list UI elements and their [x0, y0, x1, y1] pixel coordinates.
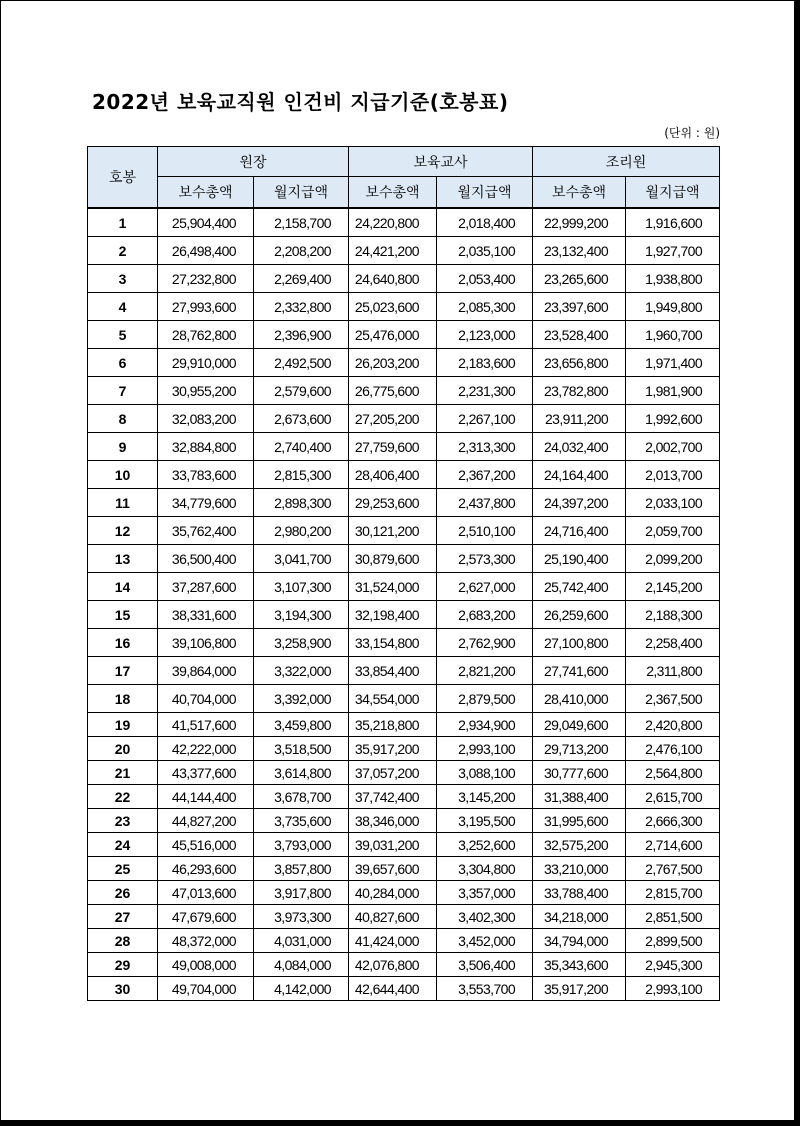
monthly-pay-cell: 2,993,100 [626, 977, 720, 1001]
annual-total-cell: 39,864,000 [158, 657, 254, 685]
monthly-pay-cell: 4,142,000 [254, 977, 349, 1001]
monthly-pay-cell: 2,666,300 [626, 809, 720, 833]
step-cell: 24 [88, 833, 158, 857]
step-cell: 23 [88, 809, 158, 833]
monthly-pay-cell: 3,678,700 [254, 785, 349, 809]
monthly-pay-cell: 2,158,700 [254, 208, 349, 237]
monthly-pay-cell: 2,059,700 [626, 517, 720, 545]
monthly-pay-cell: 2,053,400 [437, 265, 533, 293]
annual-total-cell: 42,076,800 [349, 953, 437, 977]
monthly-pay-cell: 3,252,600 [437, 833, 533, 857]
monthly-pay-cell: 3,304,800 [437, 857, 533, 881]
monthly-pay-cell: 2,573,300 [437, 545, 533, 573]
table-row [88, 657, 720, 685]
monthly-pay-cell: 2,002,700 [626, 433, 720, 461]
monthly-pay-cell: 1,960,700 [626, 321, 720, 349]
annual-total-cell: 39,657,600 [349, 857, 437, 881]
table-row [88, 601, 720, 629]
annual-total-cell: 40,704,000 [158, 685, 254, 713]
monthly-pay-cell: 4,084,000 [254, 953, 349, 977]
monthly-pay-cell: 2,767,500 [626, 857, 720, 881]
annual-total-cell: 25,742,400 [533, 573, 626, 601]
annual-total-cell: 46,293,600 [158, 857, 254, 881]
annual-total-cell: 37,742,400 [349, 785, 437, 809]
monthly-pay-cell: 2,311,800 [626, 657, 720, 685]
monthly-pay-cell: 2,762,900 [437, 629, 533, 657]
annual-total-cell: 27,993,600 [158, 293, 254, 321]
step-cell: 2 [88, 237, 158, 265]
monthly-pay-cell: 2,851,500 [626, 905, 720, 929]
monthly-pay-cell: 3,392,000 [254, 685, 349, 713]
table-row [88, 489, 720, 517]
annual-total-cell: 27,100,800 [533, 629, 626, 657]
annual-total-cell: 33,210,000 [533, 857, 626, 881]
annual-total-cell: 26,498,400 [158, 237, 254, 265]
annual-total-cell: 34,218,000 [533, 905, 626, 929]
annual-total-cell: 31,524,000 [349, 573, 437, 601]
annual-total-cell: 35,762,400 [158, 517, 254, 545]
monthly-pay-cell: 3,195,500 [437, 809, 533, 833]
annual-total-cell: 34,554,000 [349, 685, 437, 713]
annual-total-cell: 23,782,800 [533, 377, 626, 405]
monthly-pay-cell: 2,683,200 [437, 601, 533, 629]
annual-total-cell: 27,741,600 [533, 657, 626, 685]
monthly-pay-cell: 2,980,200 [254, 517, 349, 545]
table-row [88, 237, 720, 265]
annual-total-cell: 39,106,800 [158, 629, 254, 657]
table-row [88, 857, 720, 881]
table-row [88, 929, 720, 953]
table-row [88, 953, 720, 977]
annual-total-cell: 26,259,600 [533, 601, 626, 629]
monthly-pay-cell: 2,267,100 [437, 405, 533, 433]
table-row [88, 433, 720, 461]
annual-total-cell: 45,516,000 [158, 833, 254, 857]
table-row [88, 785, 720, 809]
annual-total-cell: 41,424,000 [349, 929, 437, 953]
table-row [88, 545, 720, 573]
header-step: 호봉 [88, 147, 158, 209]
step-cell: 26 [88, 881, 158, 905]
monthly-pay-cell: 2,188,300 [626, 601, 720, 629]
monthly-pay-cell: 3,506,400 [437, 953, 533, 977]
annual-total-cell: 27,232,800 [158, 265, 254, 293]
annual-total-cell: 25,190,400 [533, 545, 626, 573]
table-row [88, 905, 720, 929]
monthly-pay-cell: 3,917,800 [254, 881, 349, 905]
annual-total-cell: 48,372,000 [158, 929, 254, 953]
table-row [88, 461, 720, 489]
annual-total-cell: 24,716,400 [533, 517, 626, 545]
annual-total-cell: 35,917,200 [349, 737, 437, 761]
annual-total-cell: 32,575,200 [533, 833, 626, 857]
step-cell: 5 [88, 321, 158, 349]
step-cell: 11 [88, 489, 158, 517]
monthly-pay-cell: 2,258,400 [626, 629, 720, 657]
annual-total-cell: 43,377,600 [158, 761, 254, 785]
annual-total-cell: 23,397,600 [533, 293, 626, 321]
annual-total-cell: 28,410,000 [533, 685, 626, 713]
annual-total-cell: 44,827,200 [158, 809, 254, 833]
page-title: 2022년 보육교직원 인건비 지급기준(호봉표) [92, 90, 509, 114]
monthly-pay-cell: 2,085,300 [437, 293, 533, 321]
table-row [88, 833, 720, 857]
annual-total-cell: 49,704,000 [158, 977, 254, 1001]
monthly-pay-cell: 3,088,100 [437, 761, 533, 785]
monthly-pay-cell: 2,367,500 [626, 685, 720, 713]
monthly-pay-cell: 1,949,800 [626, 293, 720, 321]
header-annual-total: 보수총액 [533, 177, 626, 209]
monthly-pay-cell: 2,208,200 [254, 237, 349, 265]
monthly-pay-cell: 2,313,300 [437, 433, 533, 461]
monthly-pay-cell: 2,099,200 [626, 545, 720, 573]
header-group-director: 원장 [158, 147, 349, 177]
monthly-pay-cell: 1,938,800 [626, 265, 720, 293]
step-cell: 25 [88, 857, 158, 881]
annual-total-cell: 22,999,200 [533, 208, 626, 237]
header-annual-total: 보수총액 [349, 177, 437, 209]
annual-total-cell: 23,265,600 [533, 265, 626, 293]
monthly-pay-cell: 3,258,900 [254, 629, 349, 657]
monthly-pay-cell: 1,971,400 [626, 349, 720, 377]
monthly-pay-cell: 3,973,300 [254, 905, 349, 929]
step-cell: 17 [88, 657, 158, 685]
annual-total-cell: 41,517,600 [158, 713, 254, 737]
monthly-pay-cell: 3,735,600 [254, 809, 349, 833]
annual-total-cell: 47,679,600 [158, 905, 254, 929]
monthly-pay-cell: 1,992,600 [626, 405, 720, 433]
monthly-pay-cell: 2,714,600 [626, 833, 720, 857]
step-cell: 15 [88, 601, 158, 629]
annual-total-cell: 24,640,800 [349, 265, 437, 293]
annual-total-cell: 32,198,400 [349, 601, 437, 629]
monthly-pay-cell: 2,420,800 [626, 713, 720, 737]
annual-total-cell: 30,955,200 [158, 377, 254, 405]
header-group-teacher: 보육교사 [349, 147, 533, 177]
header-group-cook: 조리원 [533, 147, 720, 177]
step-cell: 27 [88, 905, 158, 929]
monthly-pay-cell: 3,107,300 [254, 573, 349, 601]
table-row [88, 881, 720, 905]
step-cell: 19 [88, 713, 158, 737]
header-monthly-pay: 월지급액 [626, 177, 720, 209]
monthly-pay-cell: 3,194,300 [254, 601, 349, 629]
annual-total-cell: 29,713,200 [533, 737, 626, 761]
annual-total-cell: 38,346,000 [349, 809, 437, 833]
monthly-pay-cell: 3,322,000 [254, 657, 349, 685]
annual-total-cell: 35,343,600 [533, 953, 626, 977]
annual-total-cell: 30,777,600 [533, 761, 626, 785]
table-row [88, 265, 720, 293]
annual-total-cell: 29,253,600 [349, 489, 437, 517]
monthly-pay-cell: 2,564,800 [626, 761, 720, 785]
monthly-pay-cell: 3,357,000 [437, 881, 533, 905]
monthly-pay-cell: 2,492,500 [254, 349, 349, 377]
monthly-pay-cell: 3,614,800 [254, 761, 349, 785]
step-cell: 16 [88, 629, 158, 657]
step-cell: 3 [88, 265, 158, 293]
annual-total-cell: 32,083,200 [158, 405, 254, 433]
annual-total-cell: 38,331,600 [158, 601, 254, 629]
monthly-pay-cell: 2,145,200 [626, 573, 720, 601]
unit-note: (단위 : 원) [664, 126, 720, 140]
step-cell: 9 [88, 433, 158, 461]
annual-total-cell: 30,879,600 [349, 545, 437, 573]
monthly-pay-cell: 1,927,700 [626, 237, 720, 265]
monthly-pay-cell: 2,510,100 [437, 517, 533, 545]
step-cell: 1 [88, 208, 158, 237]
step-cell: 18 [88, 685, 158, 713]
annual-total-cell: 28,406,400 [349, 461, 437, 489]
table-row [88, 208, 720, 237]
monthly-pay-cell: 1,981,900 [626, 377, 720, 405]
step-cell: 13 [88, 545, 158, 573]
monthly-pay-cell: 2,231,300 [437, 377, 533, 405]
annual-total-cell: 24,164,400 [533, 461, 626, 489]
annual-total-cell: 37,287,600 [158, 573, 254, 601]
monthly-pay-cell: 3,857,800 [254, 857, 349, 881]
annual-total-cell: 25,023,600 [349, 293, 437, 321]
monthly-pay-cell: 3,402,300 [437, 905, 533, 929]
table-row [88, 809, 720, 833]
step-cell: 30 [88, 977, 158, 1001]
monthly-pay-cell: 2,033,100 [626, 489, 720, 517]
monthly-pay-cell: 1,916,600 [626, 208, 720, 237]
annual-total-cell: 30,121,200 [349, 517, 437, 545]
monthly-pay-cell: 2,035,100 [437, 237, 533, 265]
monthly-pay-cell: 2,615,700 [626, 785, 720, 809]
monthly-pay-cell: 3,145,200 [437, 785, 533, 809]
table-row [88, 293, 720, 321]
annual-total-cell: 47,013,600 [158, 881, 254, 905]
monthly-pay-cell: 2,673,600 [254, 405, 349, 433]
annual-total-cell: 44,144,400 [158, 785, 254, 809]
annual-total-cell: 31,995,600 [533, 809, 626, 833]
annual-total-cell: 29,910,000 [158, 349, 254, 377]
annual-total-cell: 27,205,200 [349, 405, 437, 433]
header-annual-total: 보수총액 [158, 177, 254, 209]
annual-total-cell: 33,783,600 [158, 461, 254, 489]
annual-total-cell: 23,132,400 [533, 237, 626, 265]
annual-total-cell: 49,008,000 [158, 953, 254, 977]
annual-total-cell: 24,421,200 [349, 237, 437, 265]
step-cell: 20 [88, 737, 158, 761]
annual-total-cell: 25,904,400 [158, 208, 254, 237]
monthly-pay-cell: 2,183,600 [437, 349, 533, 377]
monthly-pay-cell: 2,627,000 [437, 573, 533, 601]
table-row [88, 737, 720, 761]
monthly-pay-cell: 2,993,100 [437, 737, 533, 761]
monthly-pay-cell: 2,815,300 [254, 461, 349, 489]
table-row [88, 629, 720, 657]
monthly-pay-cell: 2,123,000 [437, 321, 533, 349]
monthly-pay-cell: 2,437,800 [437, 489, 533, 517]
monthly-pay-cell: 2,476,100 [626, 737, 720, 761]
monthly-pay-cell: 3,793,000 [254, 833, 349, 857]
monthly-pay-cell: 3,459,800 [254, 713, 349, 737]
annual-total-cell: 40,284,000 [349, 881, 437, 905]
step-cell: 14 [88, 573, 158, 601]
annual-total-cell: 42,222,000 [158, 737, 254, 761]
annual-total-cell: 35,917,200 [533, 977, 626, 1001]
step-cell: 12 [88, 517, 158, 545]
step-cell: 7 [88, 377, 158, 405]
monthly-pay-cell: 2,740,400 [254, 433, 349, 461]
step-cell: 10 [88, 461, 158, 489]
monthly-pay-cell: 2,269,400 [254, 265, 349, 293]
annual-total-cell: 24,220,800 [349, 208, 437, 237]
monthly-pay-cell: 2,898,300 [254, 489, 349, 517]
monthly-pay-cell: 3,553,700 [437, 977, 533, 1001]
monthly-pay-cell: 2,396,900 [254, 321, 349, 349]
table-row [88, 377, 720, 405]
monthly-pay-cell: 2,945,300 [626, 953, 720, 977]
monthly-pay-cell: 2,815,700 [626, 881, 720, 905]
step-cell: 21 [88, 761, 158, 785]
monthly-pay-cell: 4,031,000 [254, 929, 349, 953]
step-cell: 28 [88, 929, 158, 953]
monthly-pay-cell: 3,452,000 [437, 929, 533, 953]
annual-total-cell: 33,788,400 [533, 881, 626, 905]
step-cell: 29 [88, 953, 158, 977]
annual-total-cell: 23,656,800 [533, 349, 626, 377]
step-cell: 6 [88, 349, 158, 377]
monthly-pay-cell: 2,013,700 [626, 461, 720, 489]
table-row [88, 321, 720, 349]
annual-total-cell: 37,057,200 [349, 761, 437, 785]
annual-total-cell: 31,388,400 [533, 785, 626, 809]
monthly-pay-cell: 2,879,500 [437, 685, 533, 713]
annual-total-cell: 39,031,200 [349, 833, 437, 857]
annual-total-cell: 33,154,800 [349, 629, 437, 657]
annual-total-cell: 23,528,400 [533, 321, 626, 349]
header-monthly-pay: 월지급액 [254, 177, 349, 209]
monthly-pay-cell: 3,041,700 [254, 545, 349, 573]
table-row [88, 977, 720, 1001]
annual-total-cell: 40,827,600 [349, 905, 437, 929]
monthly-pay-cell: 2,821,200 [437, 657, 533, 685]
monthly-pay-cell: 2,579,600 [254, 377, 349, 405]
monthly-pay-cell: 2,332,800 [254, 293, 349, 321]
table-row [88, 761, 720, 785]
step-cell: 22 [88, 785, 158, 809]
annual-total-cell: 33,854,400 [349, 657, 437, 685]
table-body [88, 208, 720, 1001]
monthly-pay-cell: 3,518,500 [254, 737, 349, 761]
annual-total-cell: 24,032,400 [533, 433, 626, 461]
annual-total-cell: 36,500,400 [158, 545, 254, 573]
monthly-pay-cell: 2,367,200 [437, 461, 533, 489]
table-row [88, 405, 720, 433]
table-row [88, 685, 720, 713]
annual-total-cell: 29,049,600 [533, 713, 626, 737]
monthly-pay-cell: 2,018,400 [437, 208, 533, 237]
annual-total-cell: 26,203,200 [349, 349, 437, 377]
monthly-pay-cell: 2,899,500 [626, 929, 720, 953]
table-row [88, 349, 720, 377]
table-row [88, 573, 720, 601]
annual-total-cell: 34,794,000 [533, 929, 626, 953]
annual-total-cell: 25,476,000 [349, 321, 437, 349]
table-row [88, 517, 720, 545]
annual-total-cell: 42,644,400 [349, 977, 437, 1001]
salary-step-table [87, 146, 720, 1001]
annual-total-cell: 32,884,800 [158, 433, 254, 461]
annual-total-cell: 23,911,200 [533, 405, 626, 433]
annual-total-cell: 24,397,200 [533, 489, 626, 517]
annual-total-cell: 35,218,800 [349, 713, 437, 737]
annual-total-cell: 34,779,600 [158, 489, 254, 517]
annual-total-cell: 26,775,600 [349, 377, 437, 405]
annual-total-cell: 28,762,800 [158, 321, 254, 349]
monthly-pay-cell: 2,934,900 [437, 713, 533, 737]
step-cell: 4 [88, 293, 158, 321]
annual-total-cell: 27,759,600 [349, 433, 437, 461]
header-monthly-pay: 월지급액 [437, 177, 533, 209]
step-cell: 8 [88, 405, 158, 433]
table-row [88, 713, 720, 737]
